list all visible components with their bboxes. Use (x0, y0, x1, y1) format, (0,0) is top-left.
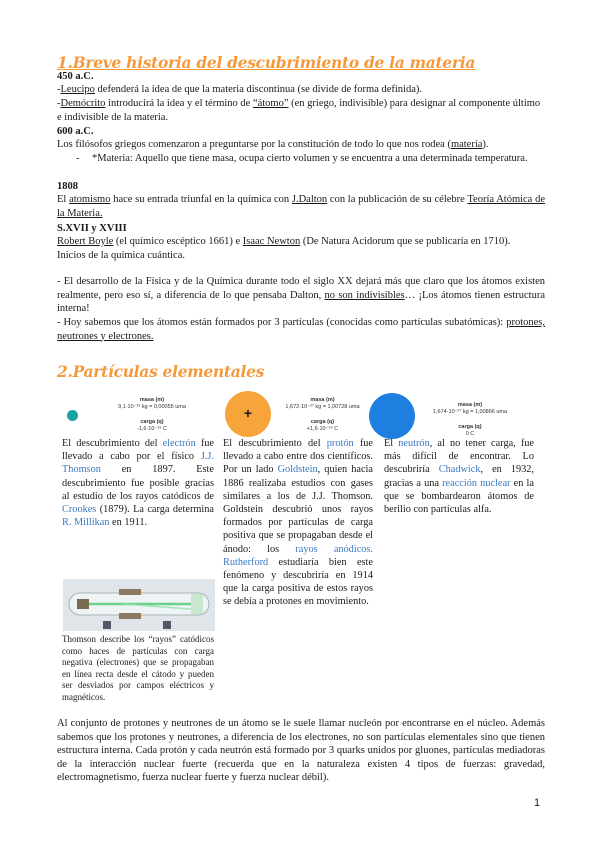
paragraph-hoy: - Hoy sabemos que los átomos están formados por 3 partículas (conocidas como partículas subatómicas): protones, neutrones y electrones. (57, 317, 545, 342)
section-1-title: 1.Breve historia del descubrimiento de la materia (57, 53, 476, 72)
newton-name: Isaac Newton (242, 236, 301, 247)
no-indivisibles: no son indivisibles (324, 289, 405, 301)
nucleon-paragraph: Al conjunto de protones y neutrones de un átomo se le suele llamar nucleón por encontrarse en el núcleo. Además sabemos que los protones y neutrones, a diferencia de los electrones, no son partículas elementales sino que tienen estructura interna. Cada protón y cada neutrón está formado por 3 quarks unidos por gluones, partículas mediadoras de la interacción nuclear fuerte (recuerda que en la naturaleza existen 4 tipos de fuerzas: gravedad, electromagnetismo, fuerza nuclear fuerte y fuerza nuclear débil). (57, 718, 545, 783)
leucipo-name: Leucipo (60, 84, 95, 95)
page-number: 1 (534, 797, 541, 809)
electron-mass: masa (m) 9,1·10⁻³¹ kg = 0,00055 uma (118, 397, 186, 410)
dalton-line: El atomismo hace su entrada triunfal en la química con J.Dalton con la publicación de su célebre Teoría Atómica de la Materia. (57, 194, 545, 219)
date-600: 600 a.C. (57, 126, 94, 137)
neutron-text: El neutrón, al no tener carga, fue más difícil de encontrar. Lo descubriría Chadwick, en 1932, gracias a una reacción nuclear en la que se bombardearon átomos de berilio con partículas alfa. (384, 438, 534, 516)
plus-icon: + (243, 405, 253, 421)
rutherford-link: Rutherford (223, 556, 269, 568)
atomismo-term: atomismo (69, 194, 111, 205)
reaccion-nuclear-link: reacción nuclear (442, 477, 511, 489)
proton-mass: masa (m) 1,672·10⁻²⁷ kg = 1,00728 uma (285, 397, 360, 410)
date-450: 450 a.C. (57, 71, 94, 82)
materia-term: materia (450, 139, 483, 150)
electron-dot (67, 410, 78, 421)
thomson-link: J.J. Thomson (62, 451, 214, 476)
rayos-anodicos-link: rayos anódicos. (295, 543, 373, 555)
filosofos-line: Los filósofos griegos comenzaron a preguntarse por la constitución de todo lo que nos rodea (materia). (57, 139, 489, 150)
quimica-cuantica: Inicios de la química cuántica. (57, 250, 185, 261)
note-bullet: - (76, 153, 80, 164)
democrito-line: -Demócrito introducirá la idea y el término de “átomo” (en griego, indivisible) para designar al componente último e indivisible de la materia. (57, 98, 541, 123)
particulas-term: protones, neutrones y electrones. (57, 317, 545, 342)
electron-text: El descubrimiento del electrón fue llevado a cabo por el físico J.J. Thomson en 1897. Este descubrimiento fue posible gracias al estudio de los rayos catódicos de Crookes (1879). La carga determina R. Millikan en 1911. (62, 438, 214, 529)
proton-link: protón (326, 438, 354, 449)
neutron-charge: carga (q) 0 C (458, 424, 482, 437)
date-xvii: S.XVII y XVIII (57, 223, 127, 234)
thomson-caption: Thomson describe los “rayos” catódicos como haces de partículas con carga negativa (electrones) que se propagaban en línea recta desde el cátodo y pueden ser desviados por campos eléctricos y magnéticos. (62, 634, 214, 702)
date-1808: 1808 (57, 181, 78, 192)
crookes-link: Crookes (62, 504, 97, 516)
paragraph-siglo-xx: - El desarrollo de la Física y de la Química durante todo el siglo XX dejará más que claro que los átomos existen realmente, pero eso sí, a diferencia de lo que pensaba Dalton, no son indivisibles… ¡Los átomos tienen estructura interna! (57, 276, 545, 314)
electron-charge: carga (q) -1,6·10⁻¹⁹ C (136, 419, 168, 432)
goldstein-link: Goldstein (277, 464, 318, 476)
dalton-name: J.Dalton (291, 194, 328, 205)
electron-link: electrón (162, 438, 196, 449)
boyle-newton-line: Robert Boyle (el químico escéptico 1661) e Isaac Newton (De Natura Acidorum que se publicaría en 1710). (57, 236, 511, 247)
neutron-link: neutrón (398, 438, 430, 449)
democrito-name: Demócrito (60, 98, 106, 109)
proton-text: El descubrimiento del protón fue llevado a cabo entre dos científicos. Por un lado Goldstein, quien hacia 1886 realizaba estudios con gases similares a los de J.J. Thomson. Goldstein descubrió unos rayos formados por partículas de carga positiva que se propagaban desde el ánodo: los rayos anódicos. Rutherford estudiaría bien este fenómeno y descubriría en 1914 que la carga positiva de estos rayos se debía a protones en movimiento. (223, 438, 373, 608)
chadwick-link: Chadwick (438, 464, 481, 476)
boyle-name: Robert Boyle (57, 236, 114, 247)
neutron-mass: masa (m) 1,674·10⁻²⁷ kg = 1,00866 uma (432, 402, 508, 415)
section-2-title: 2.Partículas elementales (57, 362, 265, 381)
teoria-atomica: Teoría Atómica de la Materia. (57, 194, 545, 219)
neutron-circle (369, 393, 415, 439)
cathode-ray-tube-image (63, 579, 215, 631)
millikan-link: R. Millikan (62, 517, 110, 529)
materia-note: *Materia: Aquello que tiene masa, ocupa cierto volumen y se encuentra a una determinada temperatura. (92, 153, 528, 164)
leucipo-line: -Leucipo defenderá la idea de que la materia discontinua (se divide de forma definida). (57, 84, 423, 95)
proton-circle (225, 391, 271, 437)
proton-charge: carga (q) +1,6·10⁻¹⁹ C (306, 419, 339, 432)
atomo-term: “átomo” (252, 98, 289, 109)
